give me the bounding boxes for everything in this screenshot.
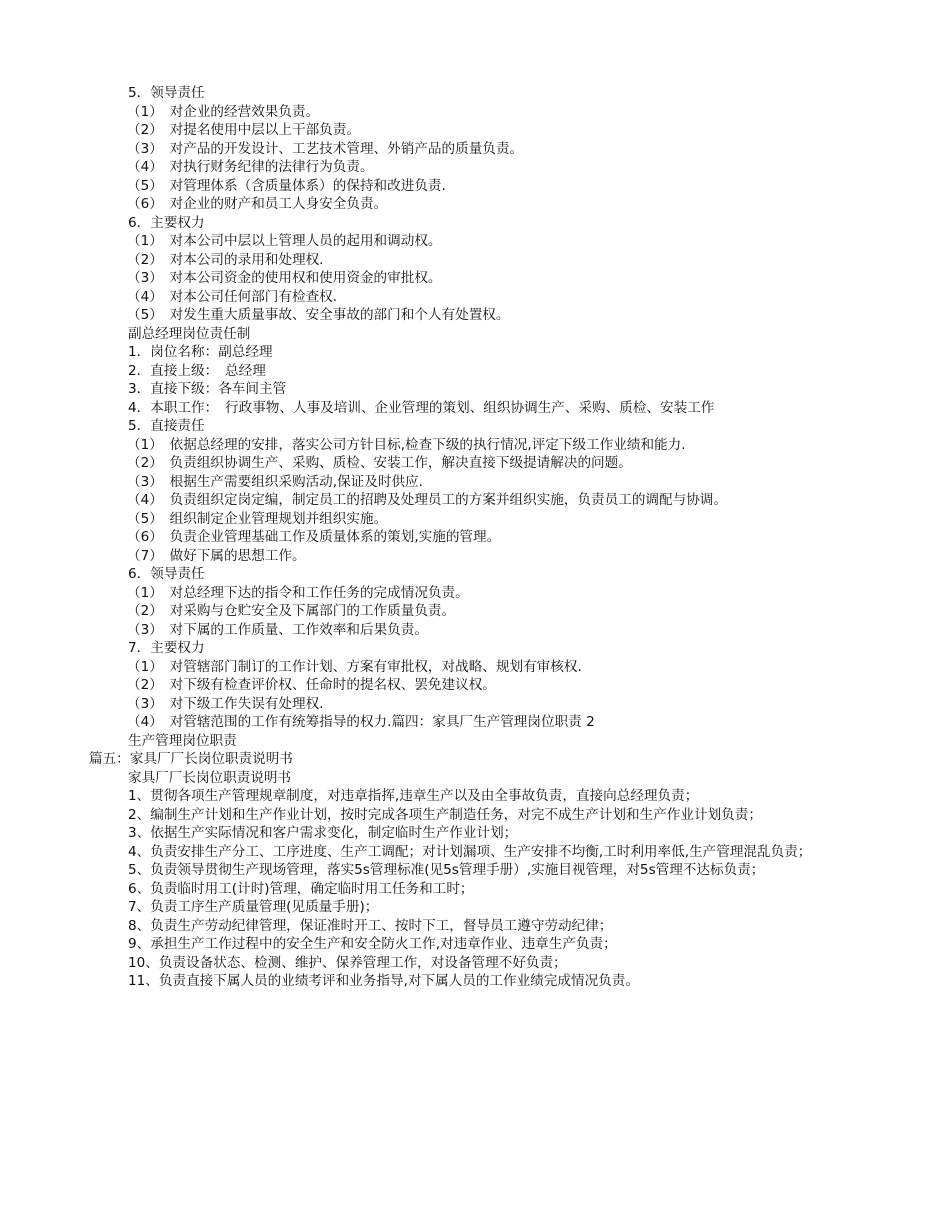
text-line: （4） 负责组织定岗定编，制定员工的招聘及处理员工的方案并组织实施，负责员工的调配与协调。 [127, 492, 727, 508]
text-line: （3） 对本公司资金的使用权和使用资金的审批权。 [127, 270, 442, 286]
duty-item: 5、负责领导贯彻生产现场管理，落实5s管理标准(见5s管理手册）,实施目视管理，对5s管理不达标负责； [128, 862, 765, 878]
text-line: （1） 对本公司中层以上管理人员的起用和调动权。 [127, 233, 442, 249]
duty-item: 10、负责设备状态、检测、维护、保养管理工作，对设备管理不好负责； [128, 954, 567, 971]
duty-item: 11、负责直接下属人员的业绩考评和业务指导,对下属人员的工作业绩完成情况负责。 [128, 973, 639, 989]
text-line: 5．直接责任 [128, 418, 205, 434]
duty-item: 1、贯彻各项生产管理规章制度，对违章指挥,违章生产以及由全事故负责，直接向总经理负责； [128, 788, 699, 804]
text-line: （7） 做好下属的思想工作。 [127, 547, 306, 564]
duty-item: 7、负责工序生产质量管理(见质量手册)； [128, 899, 379, 915]
text-line: （4） 对本公司任何部门有检查权. [127, 288, 338, 305]
text-line: 6．主要权力 [128, 214, 205, 231]
sub-title: 家具厂厂长岗位职责说明书 [128, 769, 292, 786]
text-line: （3） 根据生产需要组织采购活动,保证及时供应. [127, 473, 423, 490]
document-page [0, 84, 950, 991]
duty-item: 8、负责生产劳动纪律管理，保证准时开工、按时下工，督导员工遵守劳动纪律； [128, 917, 613, 934]
text-line: （3） 对下属的工作质量、工作效率和后果负责。 [127, 621, 428, 638]
text-line: （5） 对发生重大质量事故、安全事故的部门和个人有处置权。 [127, 307, 510, 323]
text-line: 1．岗位名称：副总经理 [128, 344, 273, 360]
text-line: （6） 对企业的财产和员工人身安全负责。 [127, 196, 388, 212]
text-line: 5．领导责任 [128, 85, 205, 101]
text-line: （1） 对企业的经营效果负责。 [127, 103, 320, 120]
text-line: 7．主要权力 [128, 640, 205, 656]
duty-item: 9、承担生产工作过程中的安全生产和安全防火工作,对违章作业、违章生产负责； [128, 936, 617, 952]
text-line: 3．直接下级：各车间主管 [128, 381, 287, 397]
text-line: 6．领导责任 [128, 566, 205, 582]
text-line: （5） 对管理体系（含质量体系）的保持和改进负责. [127, 177, 446, 194]
text-line: （2） 对本公司的录用和处理权. [127, 251, 324, 268]
duty-item: 3、依据生产实际情况和客户需求变化，制定临时生产作业计划； [128, 825, 518, 841]
text-line: 副总经理岗位责任制 [128, 325, 251, 342]
section-heading: 篇五：家具厂厂长岗位职责说明书 [89, 751, 293, 767]
text-line: 4．本职工作： 行政事物、人事及培训、企业管理的策划、组织协调生产、采购、质检、安装工作 [128, 399, 715, 416]
text-line: （2） 负责组织协调生产、采购、质检、安装工作，解决直接下级提请解决的问题。 [127, 455, 632, 471]
text-line: 生产管理岗位职责 [128, 732, 237, 749]
text-line: （2） 对采购与仓贮安全及下属部门的工作质量负责。 [127, 603, 456, 619]
duty-item: 2、编制生产计划和生产作业计划，按时完成各项生产制造任务，对完不成生产计划和生产作业计划负责； [128, 806, 762, 823]
text-line: （3） 对下级工作失误有处理权. [127, 695, 324, 712]
text-line: （6） 负责企业管理基础工作及质量体系的策划,实施的管理。 [127, 529, 501, 545]
duty-item: 4、负责安排生产分工、工序进度、生产工调配；对计划漏项、生产安排不均衡,工时利用率低,生产管理混乱负责； [128, 843, 812, 860]
text-line: 2．直接上级： 总经理 [128, 362, 266, 379]
text-line: （3） 对产品的开发设计、工艺技术管理、外销产品的质量负责。 [127, 140, 524, 157]
text-line: （1） 对管辖部门制订的工作计划、方案有审批权，对战略、规划有审核权. [127, 658, 582, 675]
text-line: （4） 对管辖范围的工作有统筹指导的权力.篇四：家具厂生产管理岗位职责 2 [127, 714, 595, 730]
text-line: （1） 对总经理下达的指令和工作任务的完成情况负责。 [127, 584, 469, 601]
text-line: （2） 对下级有检查评价权、任命时的提名权、罢免建议权。 [127, 677, 496, 693]
text-line: （5） 组织制定企业管理规划并组织实施。 [127, 510, 388, 527]
text-line: （1） 依据总经理的安排，落实公司方针目标,检查下级的执行情况,评定下级工作业绩和能力. [127, 436, 686, 453]
duty-item: 6、负责临时用工(计时)管理，确定临时用工任务和工时； [128, 880, 474, 897]
text-line: （4） 对执行财务纪律的法律行为负责。 [127, 159, 374, 175]
text-line: （2） 对提名使用中层以上干部负责。 [127, 122, 360, 138]
